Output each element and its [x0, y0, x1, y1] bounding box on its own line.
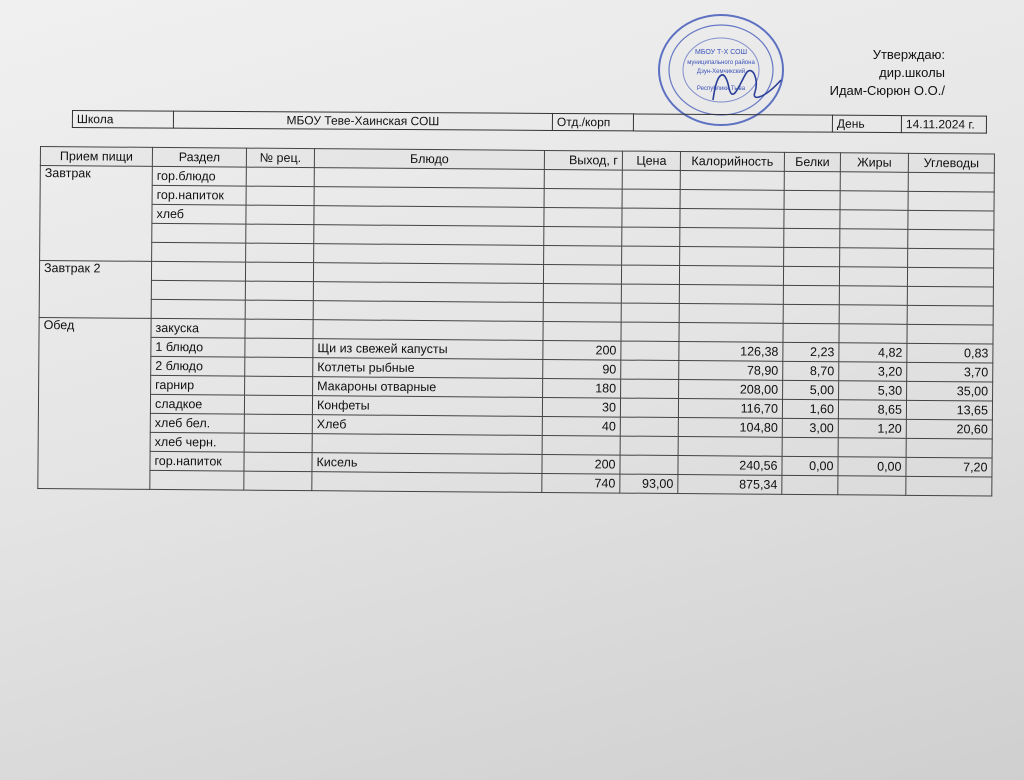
yield-cell: [542, 435, 620, 455]
dish-cell: Конфеты: [312, 396, 542, 417]
carbs-cell: 35,00: [907, 381, 993, 401]
protein-cell: 5,00: [783, 380, 839, 399]
col-meal: Прием пищи: [40, 147, 152, 167]
section-cell: гор.блюдо: [152, 166, 246, 186]
protein-cell: 8,70: [783, 361, 839, 380]
stamp-text-1: МБОУ Т-Х СОШ: [694, 49, 748, 56]
approval-line-1: Утверждаю:: [872, 47, 945, 62]
kcal-cell: 240,56: [678, 456, 782, 476]
price-cell: [621, 341, 679, 360]
carbs-cell: [906, 438, 992, 458]
col-kcal: Калорийность: [680, 152, 784, 172]
approval-block: [805, 46, 945, 100]
fat-cell: 4,82: [839, 343, 907, 363]
price-cell: [620, 398, 678, 417]
fat-cell: [838, 438, 906, 458]
protein-cell: [782, 437, 838, 456]
price-cell: [621, 379, 679, 398]
yield-cell: 30: [542, 397, 620, 417]
stamp-text-4: Республики Тыва: [696, 86, 746, 92]
col-fat: Жиры: [840, 153, 908, 173]
col-dish: Блюдо: [314, 149, 544, 170]
col-recipe: № рец.: [246, 148, 314, 168]
fat-cell: 5,30: [839, 381, 907, 401]
col-carbs: Углеводы: [908, 153, 994, 173]
price-cell: [620, 455, 678, 474]
total-kcal: 875,34: [678, 475, 782, 495]
dish-cell: Котлеты рыбные: [313, 358, 543, 379]
approval-line-2: дир.школы: [879, 65, 945, 80]
kcal-cell: [679, 323, 783, 343]
section-cell: гор.напиток: [150, 451, 244, 471]
dish-cell: [313, 320, 543, 341]
section-cell: [152, 242, 246, 262]
kcal-cell: 104,80: [678, 418, 782, 438]
school-label: Школа: [72, 111, 173, 129]
fat-cell: 8,65: [838, 400, 906, 420]
meal-breakfast: Завтрак: [40, 166, 153, 262]
protein-cell: [783, 323, 839, 342]
yield-cell: 90: [543, 359, 621, 379]
total-yield: 740: [542, 473, 620, 493]
dept-label: Отд./корп: [552, 113, 633, 130]
total-price: 93,00: [620, 474, 678, 493]
section-cell: сладкое: [150, 394, 244, 414]
kcal-cell: 208,00: [679, 380, 783, 400]
yield-cell: 180: [543, 378, 621, 398]
section-cell: хлеб бел.: [150, 413, 244, 433]
protein-cell: 3,00: [782, 418, 838, 437]
dish-cell: Щи из свежей капусты: [313, 339, 543, 360]
fat-cell: 0,00: [838, 457, 906, 477]
carbs-cell: 3,70: [907, 362, 993, 382]
stamp-text-3: Дзун-Хемчикский: [696, 69, 746, 75]
section-cell: хлеб: [152, 204, 246, 224]
meal-breakfast-2: Завтрак 2: [39, 261, 151, 319]
school-value: МБОУ Теве-Хаинская СОШ: [173, 111, 552, 130]
price-cell: [621, 322, 679, 341]
kcal-cell: 116,70: [678, 399, 782, 419]
yield-cell: 200: [543, 340, 621, 360]
carbs-cell: 7,20: [906, 457, 992, 477]
kcal-cell: 126,38: [679, 342, 783, 362]
dish-cell: [312, 434, 542, 455]
kcal-cell: 78,90: [679, 361, 783, 381]
price-cell: [620, 436, 678, 455]
fat-cell: 1,20: [838, 419, 906, 439]
price-cell: [620, 417, 678, 436]
protein-cell: 2,23: [783, 342, 839, 361]
fat-cell: 3,20: [839, 362, 907, 382]
section-cell: гарнир: [151, 375, 245, 395]
carbs-cell: 20,60: [906, 419, 992, 439]
section-cell: [152, 223, 246, 243]
kcal-cell: [678, 437, 782, 457]
protein-cell: 1,60: [782, 399, 838, 418]
approval-line-3: Идам-Сюрюн О.О./: [829, 83, 945, 98]
dish-cell: Кисель: [312, 453, 542, 474]
section-cell: хлеб черн.: [150, 432, 244, 452]
section-cell: 2 блюдо: [151, 356, 245, 376]
section-cell: гор.напиток: [152, 185, 246, 205]
yield-cell: [543, 321, 621, 341]
col-price: Цена: [622, 151, 680, 170]
carbs-cell: 0,83: [907, 343, 993, 363]
price-cell: [621, 360, 679, 379]
protein-cell: 0,00: [782, 456, 838, 475]
school-stamp-seal: [655, 10, 793, 130]
stamp-text-2: муниципального района: [687, 60, 755, 66]
carbs-cell: [907, 324, 993, 344]
day-label: День: [832, 115, 901, 132]
meal-lunch: Обед: [38, 317, 151, 489]
menu-table: [37, 146, 995, 496]
dish-cell: Макароны отварные: [313, 377, 543, 398]
col-yield: Выход, г: [544, 150, 622, 170]
carbs-cell: 13,65: [906, 400, 992, 420]
section-cell: закуска: [151, 318, 245, 338]
dish-cell: Хлеб: [312, 415, 542, 436]
yield-cell: 200: [542, 454, 620, 474]
col-protein: Белки: [784, 152, 840, 171]
dept-value: [633, 114, 832, 132]
fat-cell: [839, 324, 907, 344]
section-cell: 1 блюдо: [151, 337, 245, 357]
day-value: 14.11.2024 г.: [901, 116, 986, 134]
yield-cell: 40: [542, 416, 620, 436]
col-section: Раздел: [152, 147, 246, 167]
